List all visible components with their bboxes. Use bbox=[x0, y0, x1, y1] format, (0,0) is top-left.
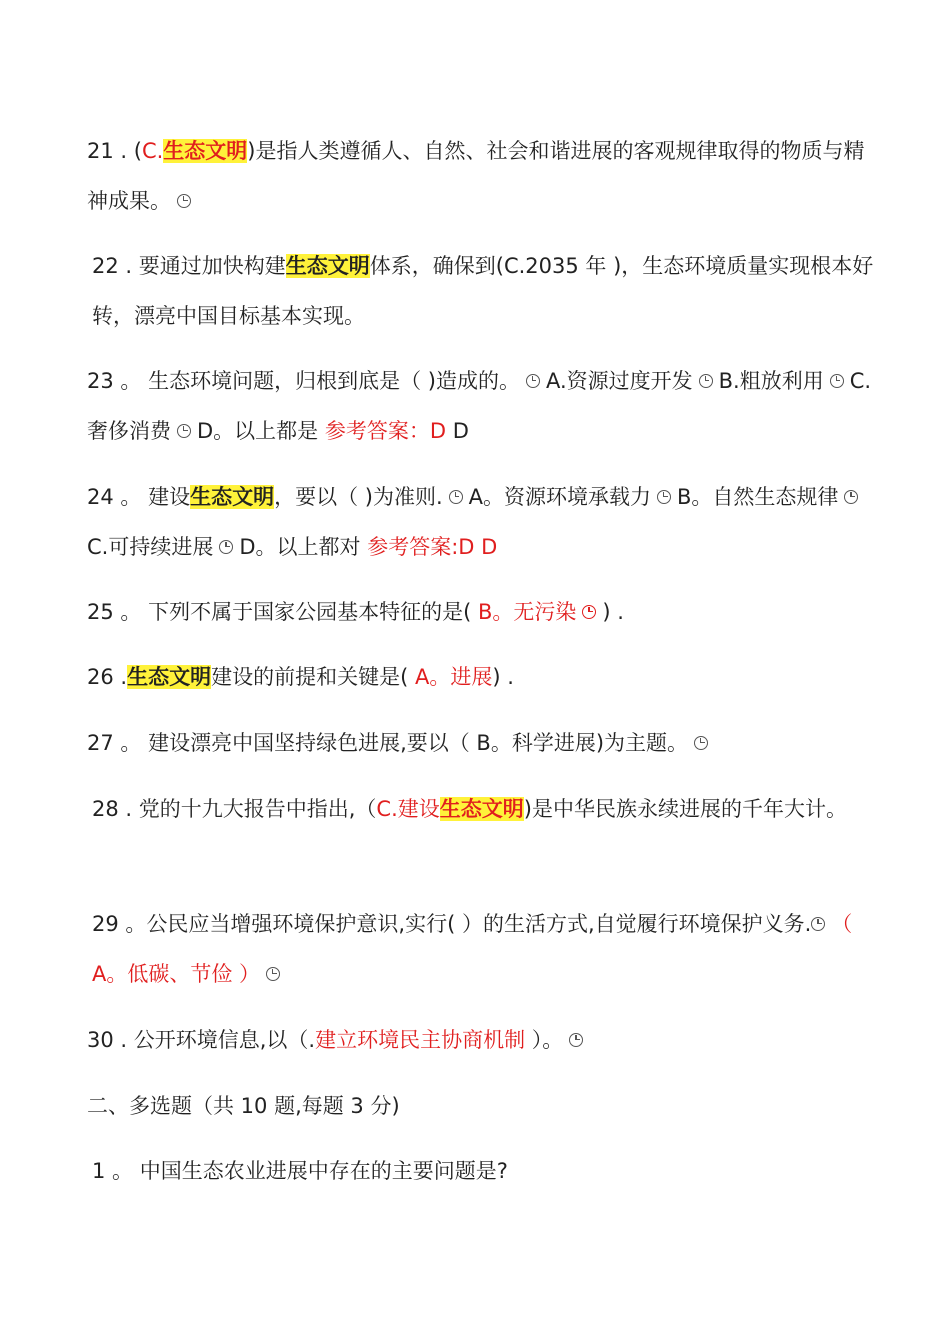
q30-answer: 建立环境民主协商机制 bbox=[315, 1028, 526, 1052]
question-21 bbox=[87, 126, 877, 226]
question-23 bbox=[87, 356, 877, 456]
question-28 bbox=[92, 784, 882, 834]
clock-icon bbox=[699, 374, 713, 388]
q25-text: 25 。 下列不属于国家公园基本特征的是( bbox=[87, 600, 472, 624]
q23-option-b: B.粗放利用 bbox=[718, 369, 824, 393]
q24-option-d: D。以上都对 bbox=[239, 535, 361, 559]
q28-answer-prefix: C.建设 bbox=[376, 797, 440, 821]
clock-icon bbox=[266, 967, 280, 981]
clock-icon bbox=[177, 424, 191, 438]
q23-option-a: A.资源过度开发 bbox=[545, 369, 693, 393]
q23-text: 23 。 生态环境问题，归根到底是（ )造成的。 bbox=[87, 369, 520, 393]
question-30 bbox=[87, 1015, 877, 1065]
q28-text: 28 . 党的十九大报告中指出,（ bbox=[92, 797, 377, 821]
q30-tail: ）。 bbox=[531, 1028, 564, 1052]
q24-text-2: ，要以（ )为准则. bbox=[274, 485, 443, 509]
q24-option-c: C.可持续进展 bbox=[87, 535, 214, 559]
question-24 bbox=[87, 472, 877, 572]
q29-answer: （ A。低碳、节俭 ） bbox=[92, 912, 853, 986]
section-heading bbox=[87, 1081, 877, 1131]
q23-option-c: C.奢侈消费 bbox=[87, 369, 872, 443]
q30-text: 30 . 公开环境信息,以（. bbox=[87, 1028, 316, 1052]
clock-icon bbox=[830, 374, 844, 388]
question-22 bbox=[92, 241, 882, 341]
q25-tail: ) . bbox=[602, 600, 624, 624]
q24-text-1: 24 。 建设 bbox=[87, 485, 191, 509]
question-26 bbox=[87, 652, 877, 702]
q24-option-b: B。自然生态规律 bbox=[677, 485, 839, 509]
q21-answer-prefix: C. bbox=[141, 139, 164, 163]
clock-icon bbox=[569, 1033, 583, 1047]
q28-text-rest: )是中华民族永续进展的千年大计。 bbox=[523, 797, 847, 821]
q22-highlight: 生态文明 bbox=[285, 254, 370, 278]
q29-text: 29 。公民应当增强环境保护意识,实行( ）的生活方式,自觉履行环境保护义务. bbox=[92, 912, 812, 936]
q26-text: 建设的前提和关键是( bbox=[211, 665, 409, 689]
clock-icon bbox=[582, 605, 596, 619]
question-27 bbox=[87, 718, 877, 768]
q23-tail: D bbox=[452, 419, 469, 443]
q28-answer-highlight: 生态文明 bbox=[439, 797, 524, 821]
multi-question-1 bbox=[92, 1146, 882, 1196]
q26-number: 26 . bbox=[87, 665, 128, 689]
clock-icon bbox=[449, 490, 463, 504]
q22-number: 22 . 要通过加快构建 bbox=[92, 254, 286, 278]
clock-icon bbox=[844, 490, 858, 504]
section-2-title: 二、多选题（共 10 题,每题 3 分) bbox=[87, 1094, 400, 1118]
clock-icon bbox=[657, 490, 671, 504]
q21-number: 21 . ( bbox=[87, 139, 142, 163]
q26-answer: A。进展 bbox=[414, 665, 493, 689]
m1-text: 1 。 中国生态农业进展中存在的主要问题是? bbox=[92, 1159, 508, 1183]
question-29 bbox=[92, 899, 882, 999]
q27-text: 27 。 建设漂亮中国坚持绿色进展,要以（ B。科学进展)为主题。 bbox=[87, 731, 689, 755]
q24-highlight: 生态文明 bbox=[190, 485, 275, 509]
q25-answer: B。无污染 bbox=[477, 600, 577, 624]
clock-icon bbox=[177, 194, 191, 208]
q22-text: 体系，确保到(C.2035 年 )，生态环境质量实现根本好转，漂亮中国目标基本实现。 bbox=[92, 254, 874, 328]
clock-icon bbox=[694, 736, 708, 750]
q21-text: )是指人类遵循人、自然、社会和谐进展的客观规律取得的物质与精神成果。 bbox=[87, 139, 865, 213]
q23-reference-answer: 参考答案：D bbox=[324, 419, 447, 443]
q24-tail: D bbox=[481, 535, 498, 559]
q21-answer-highlight: 生态文明 bbox=[163, 139, 248, 163]
clock-icon bbox=[526, 374, 540, 388]
q24-reference-answer: 参考答案:D bbox=[367, 535, 475, 559]
q26-tail: ) . bbox=[492, 665, 514, 689]
clock-icon bbox=[219, 540, 233, 554]
q24-option-a: A。资源环境承载力 bbox=[468, 485, 651, 509]
clock-icon bbox=[811, 917, 825, 931]
question-25 bbox=[87, 587, 877, 637]
q23-option-d: D。以上都是 bbox=[197, 419, 319, 443]
q26-highlight: 生态文明 bbox=[127, 665, 212, 689]
